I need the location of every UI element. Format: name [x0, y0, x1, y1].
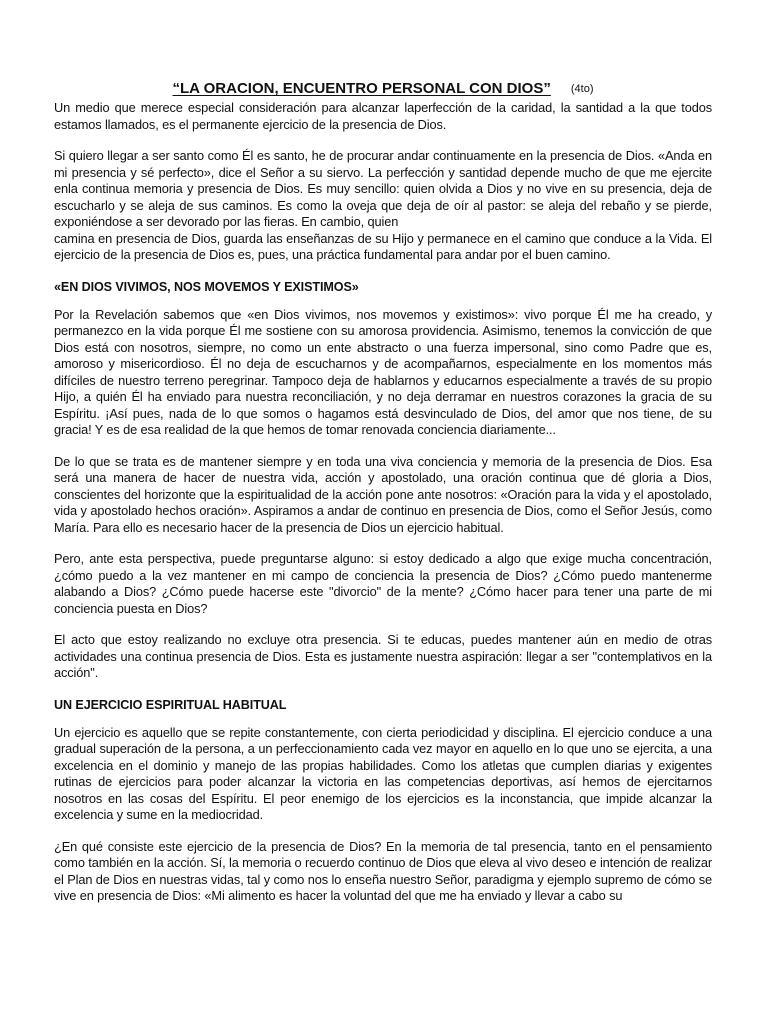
grade-label: (4to): [570, 83, 594, 95]
section-heading-1: «EN DIOS VIVIMOS, NOS MOVEMOS Y EXISTIMOS»: [54, 279, 359, 294]
paragraph-7: ¿En qué consiste este ejercicio de la presencia de Dios? En la memoria de tal presencia, tanto en el pensamiento como también en la acción. Sí, la memoria o recuerdo continuo de Dios que eleva al vivo deseo e intención de realizar el Plan de Dios en nuestras vidas, tal y como nos lo enseña nuestro Señor, paradigma y ejemplo supremo de cómo se vive en presencia de Dios: «Mi alimento es hacer la voluntad del que me ha enviado y llevar a cabo su: [54, 838, 712, 903]
paragraph-4: Pero, ante esta perspectiva, puede preguntarse alguno: si estoy dedicado a algo que exige mucha concentración, ¿cómo puedo a la vez mantener en mi campo de conciencia la presencia de Dios? ¿Cómo puedo mantenerme alabando a Dios? ¿Cómo puede hacerse este "divorcio" de la mente? ¿Cómo hacer para tener una parte de mi conciencia puesta en Dios?: [54, 551, 712, 616]
title-row: [54, 80, 712, 98]
section-heading-2: UN EJERCICIO ESPIRITUAL HABITUAL: [54, 697, 287, 712]
document-title: “LA ORACION, ENCUENTRO PERSONAL CON DIOS”: [172, 80, 551, 97]
paragraph-3: De lo que se trata es de mantener siempre y en toda una viva conciencia y memoria de la presencia de Dios. Esa será una manera de hacer de nuestra vida, acción y apostolado, una oración continua que dé gloria a Dios, conscientes del horizonte que la espiritualidad de la acción pone ante nosotros: «Oración para la vida y el apostolado, vida y apostolado hechos oración». Aspiramos a andar de continuo en presencia de Dios, como el Señor Jesús, como María. Para ello es necesario hacer de la presencia de Dios un ejercicio habitual.: [54, 453, 712, 535]
paragraph-6: Un ejercicio es aquello que se repite constantemente, con cierta periodicidad y disciplina. El ejercicio conduce a una gradual superación de la persona, a un perfeccionamiento cada vez mayor en aquello en lo que uno se ejercita, a una excelencia en el dominio y manejo de las propias habilidades. Como los atletas que cumplen diarias y exigentes rutinas de ejercicios para poder alcanzar la victoria en las competencias deportivas, así hemos de ejercitarnos nosotros en las cosas del Espíritu. El peor enemigo de los ejercicios es la inconstancia, que impide alcanzar la excelencia y sume en la mediocridad.: [54, 724, 712, 822]
intro-paragraph: Un medio que merece especial consideración para alcanzar laperfección de la caridad, la santidad a la que todos estamos llamados, es el permanente ejercicio de la presencia de Dios.: [54, 100, 712, 132]
paragraph-1b: camina en presencia de Dios, guarda las enseñanzas de su Hijo y permanece en el camino que conduce a la Vida. El ejercicio de la presencia de Dios es, pues, una práctica fundamental para andar por el buen camino.: [54, 230, 712, 262]
paragraph-2: Por la Revelación sabemos que «en Dios vivimos, nos movemos y existimos»: vivo porque Él me ha creado, y permanezco en la vida porque Él me sostiene con su amorosa providencia. Asimismo, tenemos la convicción de que Dios está con nosotros, siempre, no como un ente abstracto o una fuerza impersonal, sino como Padre que es, amoroso y misericordioso. Él no deja de escucharnos y de acompañarnos, especialmente en los momentos más difíciles de nuestro terreno peregrinar. Tampoco deja de hablarnos y educarnos especialmente a través de su propio Hijo, a quién Él ha enviado para nuestra reconciliación, y no deja derramar en nuestros corazones la gracia de su Espíritu. ¡Así pues, nada de lo que somos o hagamos está desvinculado de Dios, del amor que nos tiene, de su gracia! Y es de esa realidad de la que hemos de tomar renovada conciencia diariamente...: [54, 306, 712, 437]
paragraph-1a: Si quiero llegar a ser santo como Él es santo, he de procurar andar continuamente en la presencia de Dios. «Anda en mi presencia y sé perfecto», dice el Señor a su siervo. La perfección y santidad depende mucho de que me ejercite enla continua memoria y presencia de Dios. Es muy sencillo: quien olvida a Dios y no vive en su presencia, deja de escucharlo y se aleja de sus caminos. Es como la oveja que deja de oír al pastor: se aleja del rebaño y se pierde, exponiéndose a ser devorado por las fieras. En cambio, quien: [54, 148, 712, 229]
paragraph-5: El acto que estoy realizando no excluye otra presencia. Si te educas, puedes mantener aún en medio de otras actividades una continua presencia de Dios. Esta es justamente nuestra aspiración: llegar a ser "contemplativos en la acción".: [54, 632, 712, 680]
